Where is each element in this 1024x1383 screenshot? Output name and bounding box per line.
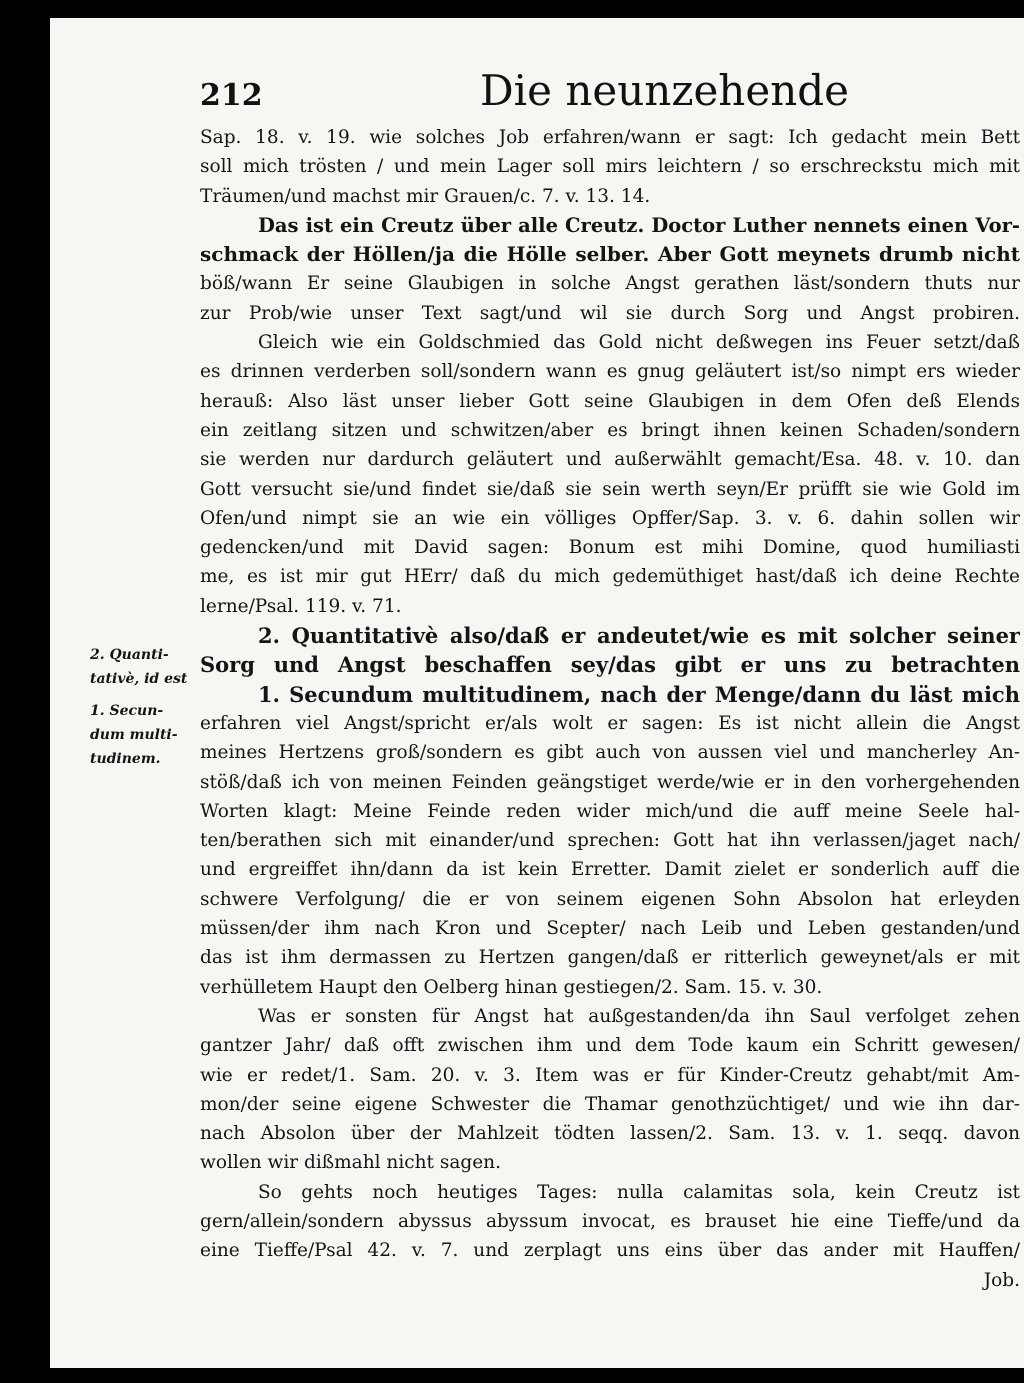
text-line: Träumen/und machst mir Grauen/c. 7. v. 13. 14. bbox=[200, 185, 651, 207]
text-line: zur Prob/wie unser Text sagt/und wil sie durch Sorg und Angst probiren. bbox=[200, 302, 1020, 324]
text-line: erfahren viel Angst/spricht er/als wolt er sagen: Es ist nicht allein die Angst bbox=[200, 712, 1020, 734]
text-line: das ist ihm dermassen zu Hertzen gangen/daß er ritterlich geweynet/als er mit bbox=[200, 947, 1020, 969]
text-line: schwere Verfolgung/ die er von seinem eigenen Sohn Absolon hat erleyden bbox=[200, 888, 1020, 910]
text-line: Sap. 18. v. 19. wie solches Job erfahren/wann er sagt: Ich gedacht mein Bett bbox=[200, 127, 1020, 148]
text-line: schmack der Höllen/ja die Hölle selber. Aber Gott meynets drumb nicht bbox=[200, 242, 1020, 267]
text-line: und ergreiffet ihn/dann da ist kein Erretter. Damit zielet er sonderlich auff die bbox=[200, 859, 1020, 881]
text-line: ten/berathen sich mit einander/und sprechen: Gott hat ihn verlassen/jaget nach/ bbox=[200, 830, 1020, 852]
text-line: müssen/der ihm nach Kron und Scepter/ nach Leib und Leben gestanden/und bbox=[200, 918, 1020, 940]
text-line: verhülletem Haupt den Oelberg hinan gestiegen/2. Sam. 15. v. 30. bbox=[200, 976, 823, 998]
text-line: Worten klagt: Meine Feinde reden wider mich/und die auff meine Seele hal- bbox=[200, 800, 1020, 822]
margin-note-line: dum multi- bbox=[90, 727, 178, 743]
text-line: Das ist ein Creutz über alle Creutz. Doctor Luther nennets einen Vor- bbox=[258, 213, 1020, 237]
text-line: Gleich wie ein Goldschmied das Gold nicht deßwegen ins Feuer setzt/daß bbox=[258, 332, 1020, 354]
catchword: Job. bbox=[983, 1269, 1020, 1291]
text-line: sie werden nur dardurch geläutert und außerwählt gemacht/Esa. 48. v. 10. dan bbox=[200, 449, 1020, 471]
margin-notes bbox=[90, 643, 210, 779]
text-line: lerne/Psal. 119. v. 71. bbox=[200, 595, 402, 617]
page-header bbox=[200, 66, 1020, 126]
text-line: So gehts noch heutiges Tages: nulla calamitas sola, kein Creutz ist bbox=[258, 1181, 1020, 1203]
text-line: soll mich trösten / und mein Lager soll mirs leichtern / so erschreckstu mich mit bbox=[200, 156, 1020, 178]
text-line: 2. Quantitativè also/daß er andeutet/wie es mit solcher seiner bbox=[258, 623, 1020, 649]
body-text bbox=[200, 123, 1020, 1295]
text-line: nach Absolon über der Mahlzeit tödten lassen/2. Sam. 13. v. 1. seqq. davon bbox=[200, 1123, 1020, 1145]
margin-note bbox=[90, 643, 210, 691]
text-line: gedencken/und mit David sagen: Bonum est mihi Domine, quod humiliasti bbox=[200, 537, 1020, 559]
book-page bbox=[50, 18, 1024, 1368]
text-line: es drinnen verderben soll/sondern wann es gnug geläutert ist/so nimpt ers wieder bbox=[200, 361, 1020, 383]
text-line: me, es ist mir gut HErr/ daß du mich gedemüthiget hast/daß ich deine Rechte bbox=[200, 566, 1020, 588]
text-line: mon/der seine eigene Schwester die Thamar genothzüchtiget/ und wie ihn dar- bbox=[200, 1093, 1020, 1115]
text-line: Sorg und Angst beschaffen sey/das gibt er uns zu betrachten bbox=[200, 652, 1020, 678]
text-line: wollen wir dißmahl nicht sagen. bbox=[200, 1152, 501, 1174]
text-line: Gott versucht sie/und findet sie/daß sie sein werth seyn/Er prüfft sie wie Gold im bbox=[200, 478, 1020, 500]
text-line: böß/wann Er seine Glaubigen in solche Angst gerathen läst/sondern thuts nur bbox=[200, 273, 1020, 295]
text-line: eine Tieffe/Psal 42. v. 7. und zerplagt uns eins über das ander mit Hauffen/ bbox=[200, 1240, 1020, 1262]
page-number: 212 bbox=[200, 78, 263, 113]
running-head: Die neunzehende bbox=[480, 66, 849, 115]
text-line: wie er redet/1. Sam. 20. v. 3. Item was er für Kinder-Creutz gehabt/mit Am- bbox=[200, 1064, 1020, 1086]
margin-note bbox=[90, 699, 210, 771]
margin-note-line: 2. Quanti- bbox=[90, 647, 169, 663]
text-line: gern/allein/sondern abyssus abyssum invocat, es brauset hie eine Tieffe/und da bbox=[200, 1210, 1020, 1232]
text-line: stöß/daß ich von meinen Feinden geängstiget werde/wie er in den vorhergehenden bbox=[200, 771, 1020, 793]
text-line: Ofen/und nimpt sie an wie ein völliges Opffer/Sap. 3. v. 6. dahin sollen wir bbox=[200, 507, 1020, 529]
text-line: gantzer Jahr/ daß offt zwischen ihm und dem Tode kaum ein Schritt gewesen/ bbox=[200, 1035, 1020, 1057]
margin-note-line: tativè, id est bbox=[90, 671, 188, 687]
text-line: 1. Secundum multitudinem, nach der Menge/dann du läst mich bbox=[258, 681, 1020, 707]
margin-note-line: tudinem. bbox=[90, 751, 161, 767]
text-line: ein zeitlang sitzen und schwitzen/aber es bringt ihnen keinen Schaden/sondern bbox=[200, 419, 1020, 441]
text-line: Was er sonsten für Angst hat außgestanden/da ihn Saul verfolget zehen bbox=[258, 1005, 1020, 1027]
text-line: meines Hertzens groß/sondern es gibt auch von aussen viel und mancherley An- bbox=[200, 742, 1020, 764]
text-line: herauß: Also läst unser lieber Gott seine Glaubigen in dem Ofen deß Elends bbox=[200, 390, 1020, 412]
margin-note-line: 1. Secun- bbox=[90, 703, 164, 719]
